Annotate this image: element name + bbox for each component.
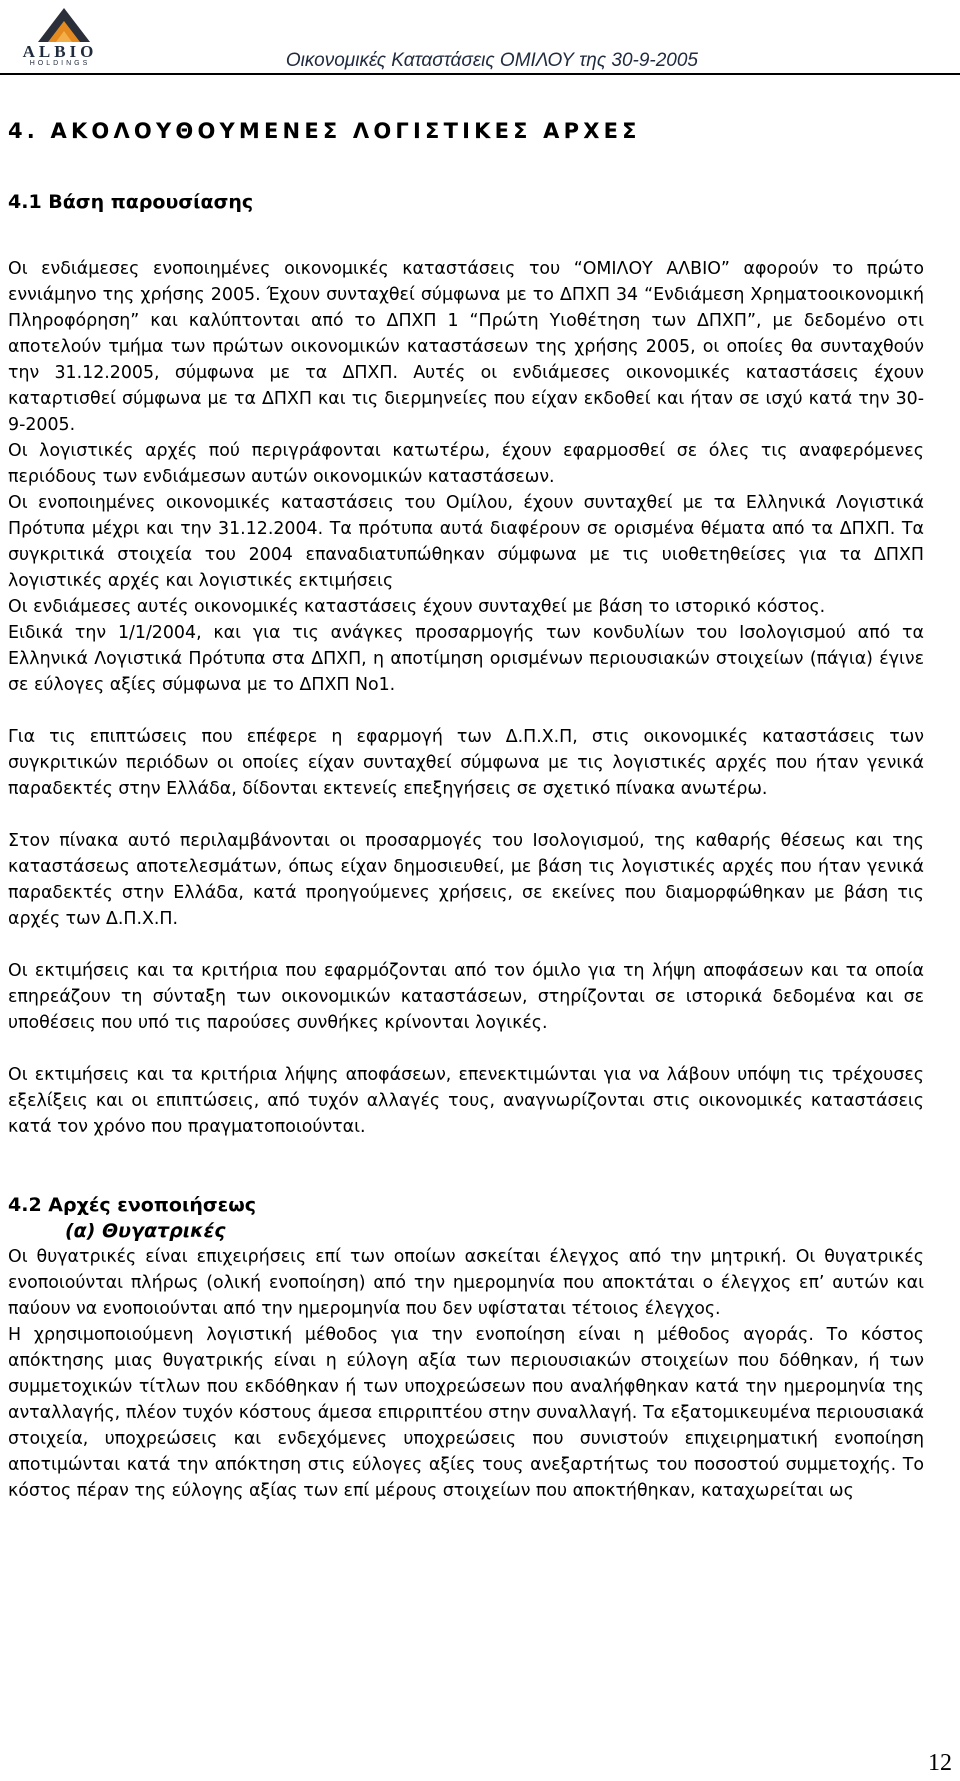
paragraph: Στον πίνακα αυτό περιλαμβάνονται οι προσαρμογές του Ισολογισμού, της καθαρής θέσεως και της καταστάσεως αποτελεσμάτων, όπως είχαν δημοσιευθεί, με βάση τις λογιστικές αρχές που ήταν γενικά παραδεκτές στην Ελλάδα, κατά προηγούμενες χρήσεις, σε εκείνες που διαμορφώθηκαν με βάση τις αρχές των Δ.Π.Χ.Π. [8, 831, 924, 929]
paragraph: Οι εκτιμήσεις και τα κριτήρια που εφαρμόζονται από τον όμιλο για τη λήψη αποφάσεων και τα οποία επηρεάζουν τη σύνταξη των οικονομικών καταστάσεων, στηρίζονται σε ιστορικά δεδομένα και σε υποθέσεις που υπό τις παρούσες συνθήκες κρίνονται λογικές. [8, 961, 924, 1033]
paragraph: Οι θυγατρικές είναι επιχειρήσεις επί των οποίων ασκείται έλεγχος από την μητρική. Οι θυγατρικές ενοποιούνται πλήρως (ολική ενοποίηση) από την ημερομηνία που αποκτάται ο έλεγχος επ’ αυτών και παύουν να ενοποιούνται από την ημερομηνία που δεν υφίσταται τέτοιος έλεγχος. [8, 1247, 924, 1319]
paragraph: Οι ενδιάμεσες αυτές οικονομικές καταστάσεις έχουν συνταχθεί με βάση το ιστορικό κόστος. [8, 597, 826, 617]
paragraph: Για τις επιπτώσεις που επέφερε η εφαρμογή των Δ.Π.Χ.Π, στις οικονομικές καταστάσεις των συγκριτικών περιόδων οι οποίες είχαν συνταχθεί σύμφωνα με τις λογιστικές αρχές που ήταν γενικά παραδεκτές στην Ελλάδα, δίδονται εκτενείς επεξηγήσεις σε σχετικό πίνακα ανωτέρω. [8, 727, 924, 799]
paragraph: Η χρησιμοποιούμενη λογιστική μέθοδος για την ενοποίηση είναι η μέθοδος αγοράς. Το κόστος απόκτησης μιας θυγατρικής είναι η εύλογη αξία των περιουσιακών στοιχείων που δόθηκαν, ή των συμμετοχικών τίτλων που εκδόθηκαν ή των υποχρεώσεων που αναλήφθηκαν κατά την ημερομηνία της ανταλλαγής, πλέον τυχόν κόστους άμεσα επιρριπτέου στην συναλλαγή. Τα εξατομικευμένα περιουσιακά στοιχεία, υποχρεώσεις και ενδεχόμενες υποχρεώσεις που συνιστούν επιχειρηματική ενοποίηση αποτιμώνται κατά την απόκτηση στις εύλογες αξίες τους ανεξαρτήτως του ποσοστού συμμετοχής. Το κόστος πέραν της εύλογης αξίας των επί μέρους στοιχείων που αποκτήθηκαν, καταχωρείται ως [8, 1325, 924, 1501]
logo-wordmark: ALBIO [22, 42, 98, 61]
logo-subtitle: HOLDINGS [29, 60, 91, 67]
header-divider [0, 73, 960, 75]
page-number: 12 [928, 1750, 952, 1776]
paragraph: Οι λογιστικές αρχές πού περιγράφονται κατωτέρω, έχουν εφαρμοσθεί σε όλες τις αναφερόμενες περιόδους των ενδιάμεσων αυτών οικονομικών καταστάσεων. [8, 441, 924, 487]
paragraph: Ειδικά την 1/1/2004, και για τις ανάγκες προσαρμογής των κονδυλίων του Ισολογισμού από τα Ελληνικά Λογιστικά Πρότυπα στα ΔΠΧΠ, η αποτίμηση ορισμένων περιουσιακών στοιχείων (πάγια) έγινε σε εύλογες αξίες σύμφωνα με το ΔΠΧΠ Νο1. [8, 623, 924, 695]
page-body [8, 118, 924, 1504]
page-header [0, 0, 960, 76]
paragraph: Οι εκτιμήσεις και τα κριτήρια λήψης αποφάσεων, επενεκτιμώνται για να λάβουν υπόψη τις τρέχουσες εξελίξεις και οι επιπτώσεις, από τυχόν αλλαγές τους, αναγνωρίζονται στις οικονομικές καταστάσεις κατά τον χρόνο που πραγματοποιούνται. [8, 1065, 924, 1137]
document-title: Οικονομικές Καταστάσεις ΟΜΙΛΟΥ της 30-9-2005 [285, 50, 698, 71]
paragraph: Οι ενδιάμεσες ενοποιημένες οικονομικές καταστάσεις του “ΟΜΙΛΟΥ ΑΛΒΙΟ” αφορούν το πρώτο εννιάμηνο της χρήσης 2005. Έχουν συνταχθεί σύμφωνα με το ΔΠΧΠ 34 “Ενδιάμεση Χρηματοοικονομική Πληροφόρηση” και καλύπτονται από το ΔΠΧΠ 1 “Πρώτη Υιοθέτηση των ΔΠΧΠ”, με δεδομένο οτι αποτελούν τμήμα των πρώτων οικονομικών καταστάσεων της χρήσης 2005, οι οποίες θα συνταχθούν την 31.12.2005, σύμφωνα με τα ΔΠΧΠ. Αυτές οι ενδιάμεσες οικονομικές καταστάσεις έχουν καταρτισθεί σύμφωνα με τα ΔΠΧΠ και τις διερμηνείες που είχαν εκδοθεί και ήταν σε ισχύ κατά την 30-9-2005. [8, 259, 924, 435]
subsection-heading-subsidiaries: (α) Θυγατρικές [65, 1220, 226, 1242]
section-heading: 4. ΑΚΟΛΟΥΘΟΥΜΕΝΕΣ ΛΟΓΙΣΤΙΚΕΣ ΑΡΧΕΣ [8, 119, 641, 143]
subsection-heading-basis: 4.1 Βάση παρουσίασης [8, 191, 254, 213]
paragraph: Οι ενοποιημένες οικονομικές καταστάσεις του Ομίλου, έχουν συνταχθεί με τα Ελληνικά Λογιστικά Πρότυπα μέχρι και την 31.12.2004. Τα πρότυπα αυτά διαφέρουν σε ορισμένα θέματα από τα ΔΠΧΠ. Τα συγκριτικά στοιχεία του 2004 επαναδιατυπώθηκαν σύμφωνα με τις υιοθετηθείσες για τα ΔΠΧΠ λογιστικές αρχές και λογιστικές εκτιμήσεις [8, 493, 924, 591]
subsection-heading-consolidation: 4.2 Αρχές ενοποιήσεως [8, 1194, 257, 1216]
